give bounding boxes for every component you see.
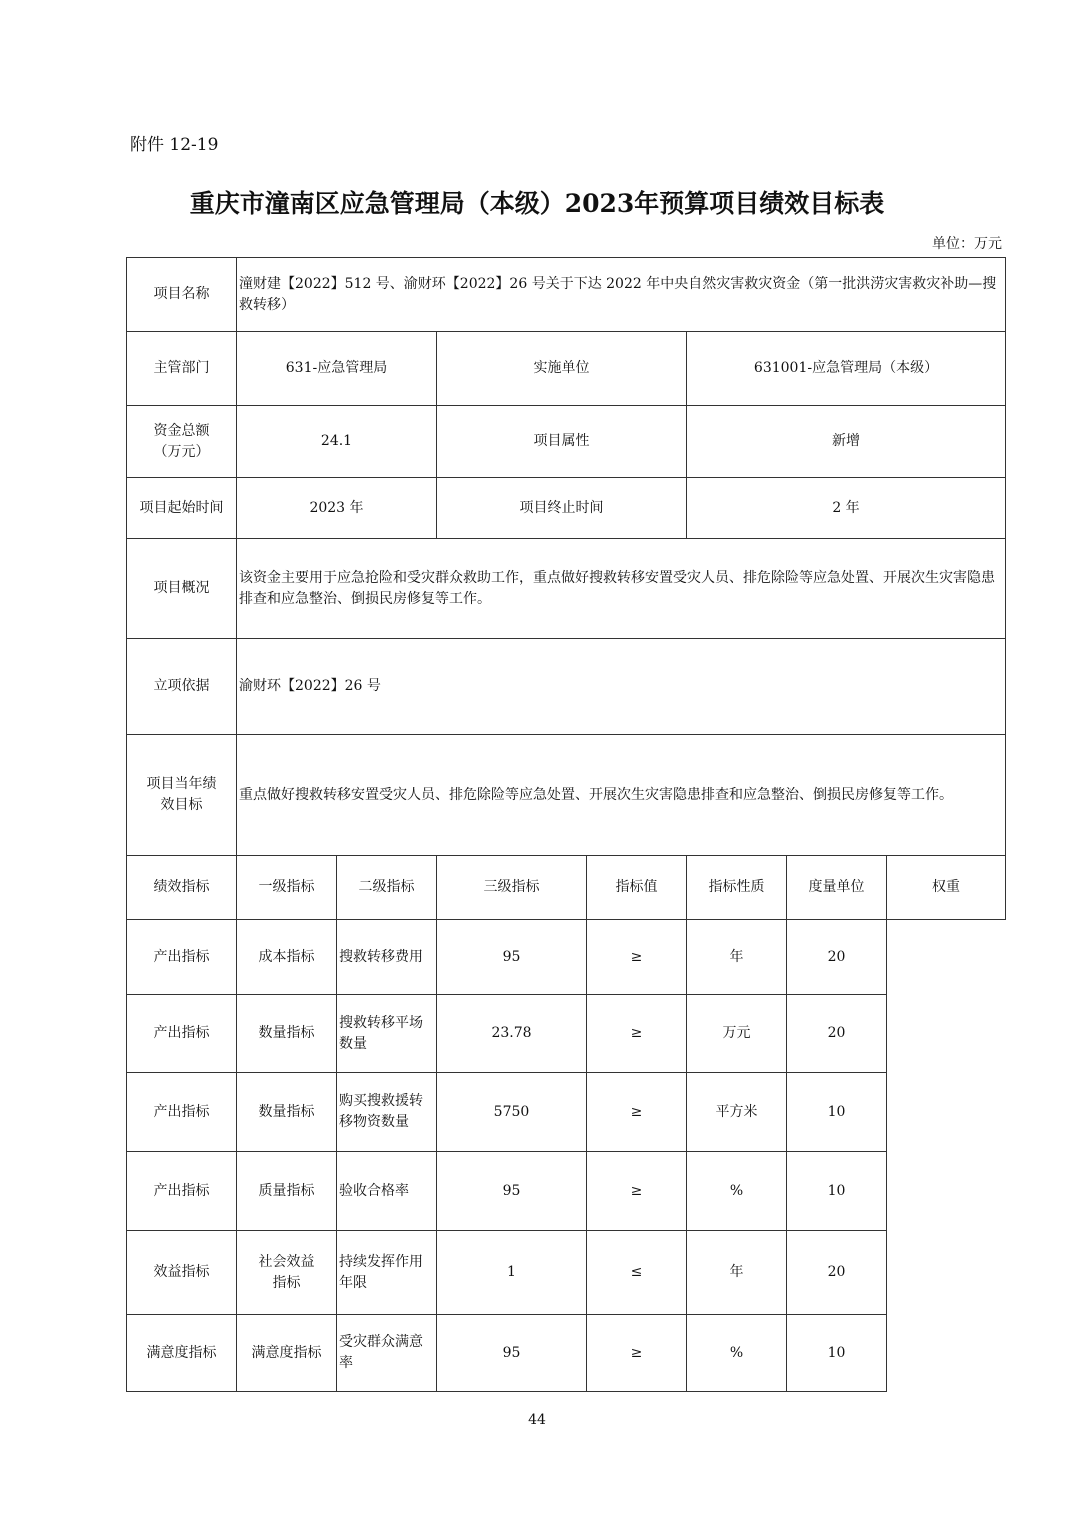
table-row xyxy=(127,406,1006,478)
table-cell: 产出指标 xyxy=(127,1152,237,1231)
table-cell: 5750 xyxy=(437,1073,587,1152)
cell-label: 立项依据 xyxy=(127,639,237,735)
table-cell: 23.78 xyxy=(437,995,587,1073)
table-cell: ≥ xyxy=(587,920,687,995)
table-row xyxy=(127,1152,1006,1231)
table-row xyxy=(127,539,1006,639)
table-cell: 10 xyxy=(787,1315,887,1392)
table-cell: ≥ xyxy=(587,1315,687,1392)
page-number: 44 xyxy=(528,1412,546,1428)
table-cell: 平方米 xyxy=(687,1073,787,1152)
table-cell: 1 xyxy=(437,1231,587,1315)
table-cell: % xyxy=(687,1152,787,1231)
table-cell: 产出指标 xyxy=(127,1073,237,1152)
column-header: 指标值 xyxy=(587,856,687,920)
performance-table xyxy=(126,257,1006,1392)
table-cell: 数量指标 xyxy=(237,995,337,1073)
cell-label: 项目属性 xyxy=(437,406,687,478)
page-title: 重庆市潼南区应急管理局（本级）2023年预算项目绩效目标表 xyxy=(189,189,885,218)
cell-label: 主管部门 xyxy=(127,332,237,406)
fund-label: 资金总额（万元） xyxy=(153,422,210,460)
table-row xyxy=(127,478,1006,539)
table-cell: 10 xyxy=(787,1073,887,1152)
table-row xyxy=(127,735,1006,856)
table-cell: 验收合格率 xyxy=(337,1152,437,1231)
table-row xyxy=(127,920,1006,995)
table-cell: 数量指标 xyxy=(237,1073,337,1152)
table-row xyxy=(127,1073,1006,1152)
cell-value: 2023 年 xyxy=(237,478,437,539)
perf-label: 绩效指标 xyxy=(127,856,237,920)
table-row xyxy=(127,639,1006,735)
goal-label: 项目当年绩效目标 xyxy=(146,776,217,813)
cell-value: 渝财环【2022】26 号 xyxy=(237,639,1006,735)
table-cell xyxy=(237,1231,337,1315)
column-header: 指标性质 xyxy=(687,856,787,920)
cell-value: 2 年 xyxy=(687,478,1006,539)
cell-label: 项目起始时间 xyxy=(127,478,237,539)
cell-value: 631-应急管理局 xyxy=(237,332,437,406)
cell-text: 社会效益指标 xyxy=(258,1253,315,1291)
column-header: 三级指标 xyxy=(437,856,587,920)
table-cell: 受灾群众满意率 xyxy=(337,1315,437,1392)
table-cell: 搜救转移平场数量 xyxy=(337,995,437,1073)
table-cell: 成本指标 xyxy=(237,920,337,995)
table-cell: 满意度指标 xyxy=(127,1315,237,1392)
table-cell: ≤ xyxy=(587,1231,687,1315)
column-header: 一级指标 xyxy=(237,856,337,920)
column-header: 二级指标 xyxy=(337,856,437,920)
table-cell: 20 xyxy=(787,995,887,1073)
table-row xyxy=(127,1315,1006,1392)
table-cell: 20 xyxy=(787,1231,887,1315)
cell-value: 重点做好搜救转移安置受灾人员、排危除险等应急处置、开展次生灾害隐患排查和应急整治、倒损民房修复等工作。 xyxy=(237,735,1006,856)
table-cell: % xyxy=(687,1315,787,1392)
table-cell: 产出指标 xyxy=(127,920,237,995)
table-row xyxy=(127,332,1006,406)
cell-value: 新增 xyxy=(687,406,1006,478)
cell-label: 实施单位 xyxy=(437,332,687,406)
table-header-row xyxy=(127,856,1006,920)
cell-value: 631001-应急管理局（本级） xyxy=(687,332,1006,406)
table-cell: 95 xyxy=(437,1152,587,1231)
cell-label xyxy=(127,735,237,856)
table-cell: 95 xyxy=(437,1315,587,1392)
table-cell: 10 xyxy=(787,1152,887,1231)
cell-label xyxy=(127,406,237,478)
table-row xyxy=(127,1231,1006,1315)
table-row xyxy=(127,258,1006,332)
table-cell: 产出指标 xyxy=(127,995,237,1073)
column-header: 度量单位 xyxy=(787,856,887,920)
table-cell: 质量指标 xyxy=(237,1152,337,1231)
cell-label: 项目名称 xyxy=(127,258,237,332)
cell-label: 项目终止时间 xyxy=(437,478,687,539)
cell-value: 24.1 xyxy=(237,406,437,478)
attachment-label: 附件 12-19 xyxy=(130,135,219,155)
table-cell: 年 xyxy=(687,920,787,995)
table-cell: ≥ xyxy=(587,1073,687,1152)
table-cell: 持续发挥作用年限 xyxy=(337,1231,437,1315)
table-cell: 20 xyxy=(787,920,887,995)
cell-label: 项目概况 xyxy=(127,539,237,639)
table-cell: ≥ xyxy=(587,1152,687,1231)
cell-value: 该资金主要用于应急抢险和受灾群众救助工作，重点做好搜救转移安置受灾人员、排危除险等应急处置、开展次生灾害隐患排查和应急整治、倒损民房修复等工作。 xyxy=(237,539,1006,639)
table-cell: 满意度指标 xyxy=(237,1315,337,1392)
table-row xyxy=(127,995,1006,1073)
table-cell: ≥ xyxy=(587,995,687,1073)
table-cell: 万元 xyxy=(687,995,787,1073)
table-cell: 95 xyxy=(437,920,587,995)
table-cell: 年 xyxy=(687,1231,787,1315)
table-cell: 效益指标 xyxy=(127,1231,237,1315)
table-cell: 购买搜救援转移物资数量 xyxy=(337,1073,437,1152)
cell-value: 潼财建【2022】512 号、渝财环【2022】26 号关于下达 2022 年中央自然灾害救灾资金（第一批洪涝灾害救灾补助—搜救转移） xyxy=(237,258,1006,332)
column-header: 权重 xyxy=(887,856,1006,920)
unit-label: 单位：万元 xyxy=(932,236,1002,252)
table-cell: 搜救转移费用 xyxy=(337,920,437,995)
